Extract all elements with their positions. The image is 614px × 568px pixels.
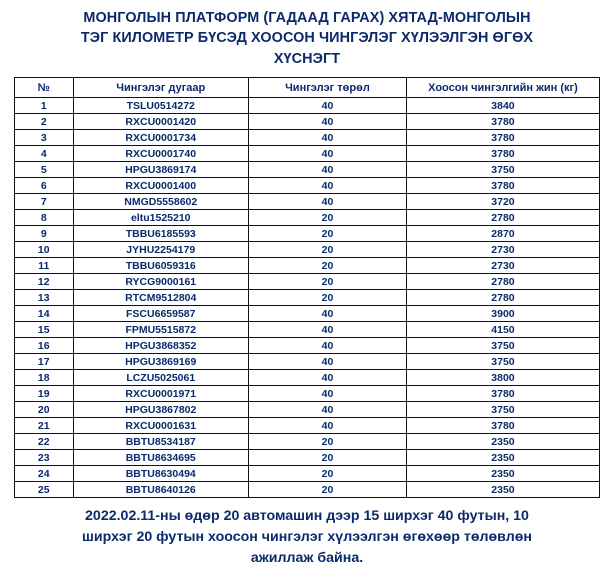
footer-note-line-2: ширхэг 20 футын хоосон чингэлэг хүлээлгэн өгөхөөр төлөвлөн bbox=[82, 528, 532, 545]
table-row bbox=[15, 306, 600, 322]
table-row bbox=[15, 226, 600, 242]
row-container-number: eltu1525210 bbox=[73, 210, 249, 226]
row-container-type: 20 bbox=[249, 226, 407, 242]
row-empty-weight: 2870 bbox=[406, 226, 599, 242]
table-row bbox=[15, 130, 600, 146]
row-container-type: 40 bbox=[249, 146, 407, 162]
row-empty-weight: 2350 bbox=[406, 434, 599, 450]
row-container-type: 40 bbox=[249, 114, 407, 130]
row-container-number: RXCU0001734 bbox=[73, 130, 249, 146]
footer-note-line-3: ажиллаж байна. bbox=[250, 549, 364, 566]
table-row bbox=[15, 146, 600, 162]
row-container-type: 40 bbox=[249, 130, 407, 146]
row-empty-weight: 3840 bbox=[406, 98, 599, 114]
row-no: 15 bbox=[15, 322, 74, 338]
row-no: 1 bbox=[15, 98, 74, 114]
table-row bbox=[15, 338, 600, 354]
row-container-type: 20 bbox=[249, 242, 407, 258]
row-empty-weight: 3750 bbox=[406, 354, 599, 370]
row-no: 9 bbox=[15, 226, 74, 242]
container-table-wrapper bbox=[0, 73, 614, 498]
table-row bbox=[15, 482, 600, 498]
row-no: 8 bbox=[15, 210, 74, 226]
table-row bbox=[15, 98, 600, 114]
row-container-type: 20 bbox=[249, 466, 407, 482]
table-body bbox=[15, 98, 600, 498]
row-empty-weight: 4150 bbox=[406, 322, 599, 338]
row-empty-weight: 3780 bbox=[406, 146, 599, 162]
row-empty-weight: 3780 bbox=[406, 178, 599, 194]
row-no: 12 bbox=[15, 274, 74, 290]
table-row bbox=[15, 370, 600, 386]
row-empty-weight: 2730 bbox=[406, 258, 599, 274]
table-row bbox=[15, 418, 600, 434]
row-container-number: HPGU3869169 bbox=[73, 354, 249, 370]
row-container-type: 20 bbox=[249, 450, 407, 466]
row-empty-weight: 3720 bbox=[406, 194, 599, 210]
row-container-type: 20 bbox=[249, 434, 407, 450]
row-container-number: TBBU6059316 bbox=[73, 258, 249, 274]
column-header-empty-weight: Хоосон чингэлгийн жин (кг) bbox=[406, 78, 599, 98]
row-container-type: 40 bbox=[249, 402, 407, 418]
row-container-number: RYCG9000161 bbox=[73, 274, 249, 290]
row-empty-weight: 3750 bbox=[406, 402, 599, 418]
footer-note bbox=[0, 498, 614, 568]
row-container-type: 40 bbox=[249, 338, 407, 354]
table-row bbox=[15, 322, 600, 338]
row-container-type: 40 bbox=[249, 98, 407, 114]
table-row bbox=[15, 242, 600, 258]
row-no: 10 bbox=[15, 242, 74, 258]
row-container-type: 40 bbox=[249, 178, 407, 194]
row-container-number: LCZU5025061 bbox=[73, 370, 249, 386]
row-no: 13 bbox=[15, 290, 74, 306]
row-container-type: 40 bbox=[249, 162, 407, 178]
table-row bbox=[15, 434, 600, 450]
row-no: 6 bbox=[15, 178, 74, 194]
row-no: 4 bbox=[15, 146, 74, 162]
row-empty-weight: 2350 bbox=[406, 466, 599, 482]
row-no: 17 bbox=[15, 354, 74, 370]
row-container-number: FSCU6659587 bbox=[73, 306, 249, 322]
row-empty-weight: 2350 bbox=[406, 482, 599, 498]
row-container-number: BBTU8630494 bbox=[73, 466, 249, 482]
row-container-number: RXCU0001400 bbox=[73, 178, 249, 194]
row-no: 14 bbox=[15, 306, 74, 322]
table-row bbox=[15, 466, 600, 482]
row-empty-weight: 2350 bbox=[406, 450, 599, 466]
column-header-container-type: Чингэлэг төрөл bbox=[249, 78, 407, 98]
row-container-type: 20 bbox=[249, 482, 407, 498]
row-container-number: FPMU5515872 bbox=[73, 322, 249, 338]
row-container-number: HPGU3867802 bbox=[73, 402, 249, 418]
table-row bbox=[15, 274, 600, 290]
row-no: 25 bbox=[15, 482, 74, 498]
row-container-number: BBTU8640126 bbox=[73, 482, 249, 498]
row-container-type: 40 bbox=[249, 370, 407, 386]
row-no: 5 bbox=[15, 162, 74, 178]
row-container-number: HPGU3868352 bbox=[73, 338, 249, 354]
row-container-number: RXCU0001740 bbox=[73, 146, 249, 162]
row-no: 16 bbox=[15, 338, 74, 354]
row-empty-weight: 3900 bbox=[406, 306, 599, 322]
table-row bbox=[15, 258, 600, 274]
row-no: 18 bbox=[15, 370, 74, 386]
table-header-row bbox=[15, 78, 600, 98]
row-container-number: RXCU0001420 bbox=[73, 114, 249, 130]
row-no: 11 bbox=[15, 258, 74, 274]
row-container-number: TSLU0514272 bbox=[73, 98, 249, 114]
table-row bbox=[15, 354, 600, 370]
row-container-number: TBBU6185593 bbox=[73, 226, 249, 242]
page-title-line-2: ТЭГ КИЛОМЕТР БҮСЭД ХООСОН ЧИНГЭЛЭГ ХҮЛЭЭЛГЭН ӨГӨХ bbox=[80, 30, 534, 47]
row-container-type: 20 bbox=[249, 258, 407, 274]
table-row bbox=[15, 162, 600, 178]
row-empty-weight: 3780 bbox=[406, 386, 599, 402]
page-title-line-3: ХҮСНЭГТ bbox=[273, 50, 341, 67]
row-container-type: 40 bbox=[249, 354, 407, 370]
row-empty-weight: 2780 bbox=[406, 210, 599, 226]
row-empty-weight: 3780 bbox=[406, 114, 599, 130]
table-row bbox=[15, 402, 600, 418]
row-no: 19 bbox=[15, 386, 74, 402]
row-empty-weight: 3780 bbox=[406, 418, 599, 434]
table-row bbox=[15, 450, 600, 466]
row-container-type: 20 bbox=[249, 290, 407, 306]
table-row bbox=[15, 194, 600, 210]
row-no: 20 bbox=[15, 402, 74, 418]
row-empty-weight: 3800 bbox=[406, 370, 599, 386]
row-container-number: JYHU2254179 bbox=[73, 242, 249, 258]
empty-container-handover-table bbox=[14, 77, 600, 498]
row-no: 23 bbox=[15, 450, 74, 466]
table-row bbox=[15, 210, 600, 226]
row-container-number: RXCU0001971 bbox=[73, 386, 249, 402]
table-row bbox=[15, 290, 600, 306]
row-no: 7 bbox=[15, 194, 74, 210]
row-container-number: RXCU0001631 bbox=[73, 418, 249, 434]
row-container-number: NMGD5558602 bbox=[73, 194, 249, 210]
row-container-type: 40 bbox=[249, 418, 407, 434]
table-row bbox=[15, 114, 600, 130]
row-no: 2 bbox=[15, 114, 74, 130]
table-row bbox=[15, 386, 600, 402]
page-title-line-1: МОНГОЛЫН ПЛАТФОРМ (ГАДААД ГАРАХ) ХЯТАД-МОНГОЛЫН bbox=[83, 10, 531, 26]
row-container-number: RTCM9512804 bbox=[73, 290, 249, 306]
row-container-number: BBTU8534187 bbox=[73, 434, 249, 450]
row-container-type: 40 bbox=[249, 386, 407, 402]
row-empty-weight: 3750 bbox=[406, 162, 599, 178]
row-container-number: HPGU3869174 bbox=[73, 162, 249, 178]
row-empty-weight: 2780 bbox=[406, 290, 599, 306]
row-container-type: 20 bbox=[249, 210, 407, 226]
table-row bbox=[15, 178, 600, 194]
row-container-type: 40 bbox=[249, 194, 407, 210]
column-header-no: № bbox=[15, 78, 74, 98]
row-no: 3 bbox=[15, 130, 74, 146]
column-header-container-number: Чингэлэг дугаар bbox=[73, 78, 249, 98]
footer-note-line-1: 2022.02.11-ны өдөр 20 автомашин дээр 15 ширхэг 40 футын, 10 bbox=[85, 508, 529, 525]
row-empty-weight: 2780 bbox=[406, 274, 599, 290]
row-container-number: BBTU8634695 bbox=[73, 450, 249, 466]
row-no: 21 bbox=[15, 418, 74, 434]
page-title bbox=[0, 0, 614, 73]
row-empty-weight: 3780 bbox=[406, 130, 599, 146]
row-empty-weight: 2730 bbox=[406, 242, 599, 258]
row-empty-weight: 3750 bbox=[406, 338, 599, 354]
row-container-type: 40 bbox=[249, 306, 407, 322]
row-no: 22 bbox=[15, 434, 74, 450]
row-container-type: 20 bbox=[249, 274, 407, 290]
row-container-type: 40 bbox=[249, 322, 407, 338]
row-no: 24 bbox=[15, 466, 74, 482]
